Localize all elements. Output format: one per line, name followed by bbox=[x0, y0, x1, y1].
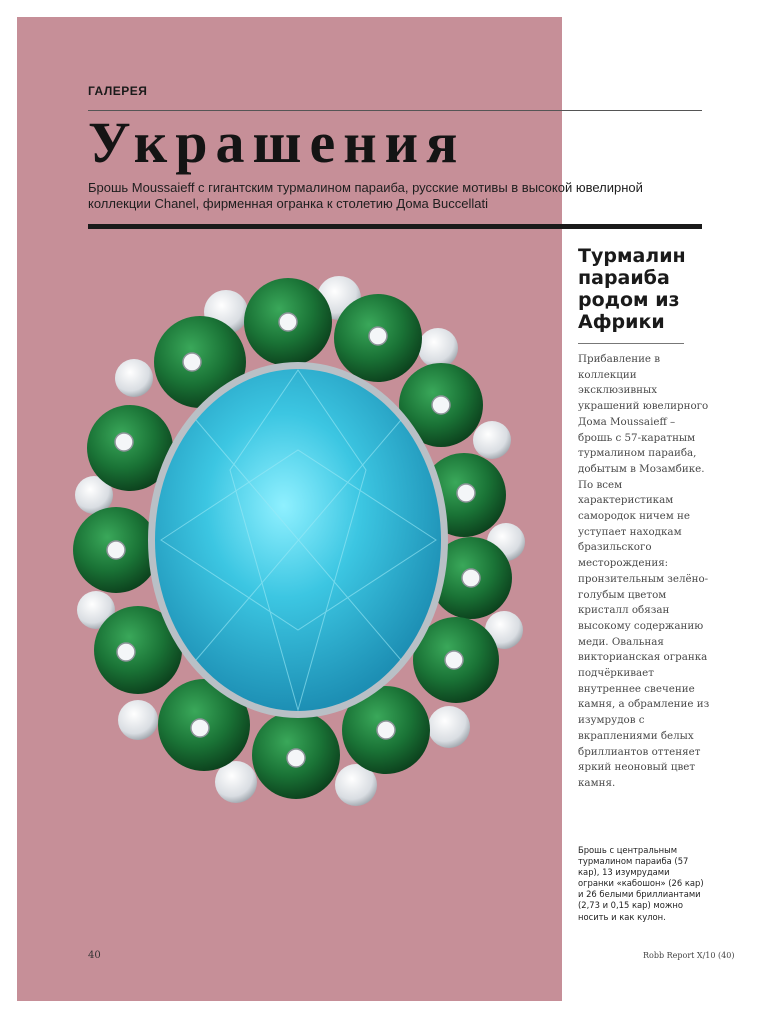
section-label: ГАЛЕРЕЯ bbox=[88, 84, 148, 98]
photo-caption: Брошь с центральным турмалином параиба (57 кар), 13 изумрудами огранки «кабошон» (26 кар) и 26 белыми бриллиантами (2,73 и 0,15 кар) можно носить и как кулон. bbox=[578, 845, 704, 922]
page-title: Украшения bbox=[88, 110, 466, 175]
brooch-photo bbox=[66, 270, 536, 830]
folio: Robb Report X/10 (40) bbox=[643, 951, 735, 960]
article-heading: Турмалин параиба родом из Африки bbox=[578, 245, 686, 333]
page-number: 40 bbox=[88, 950, 101, 961]
heading-rule bbox=[578, 343, 684, 344]
title-rule bbox=[88, 224, 702, 229]
article-body: Прибавление в коллекции эксклюзивных украшений ювелирного Дома Moussaieff – брошь с 57-каратным турмалином параиба, добытым в Мозамбике. По всем характеристикам самородок ничем не уступает находкам бразильского месторождения: пронзительным зелёно-голубым цветом кристалл обязан высокому содержанию меди. Овальная викторианская огранка подчёркивает внутреннее свечение камня, а обрамление из изумрудов с вкраплениями белых бриллиантов оттеняет яркий неоновый цвет камня. bbox=[578, 353, 710, 789]
page-subtitle: Брошь Moussaieff с гигантским турмалином параиба, русские мотивы в высокой ювелирной коллекции Chanel, фирменная огранка к столетию Дома Buccellati bbox=[88, 180, 643, 211]
